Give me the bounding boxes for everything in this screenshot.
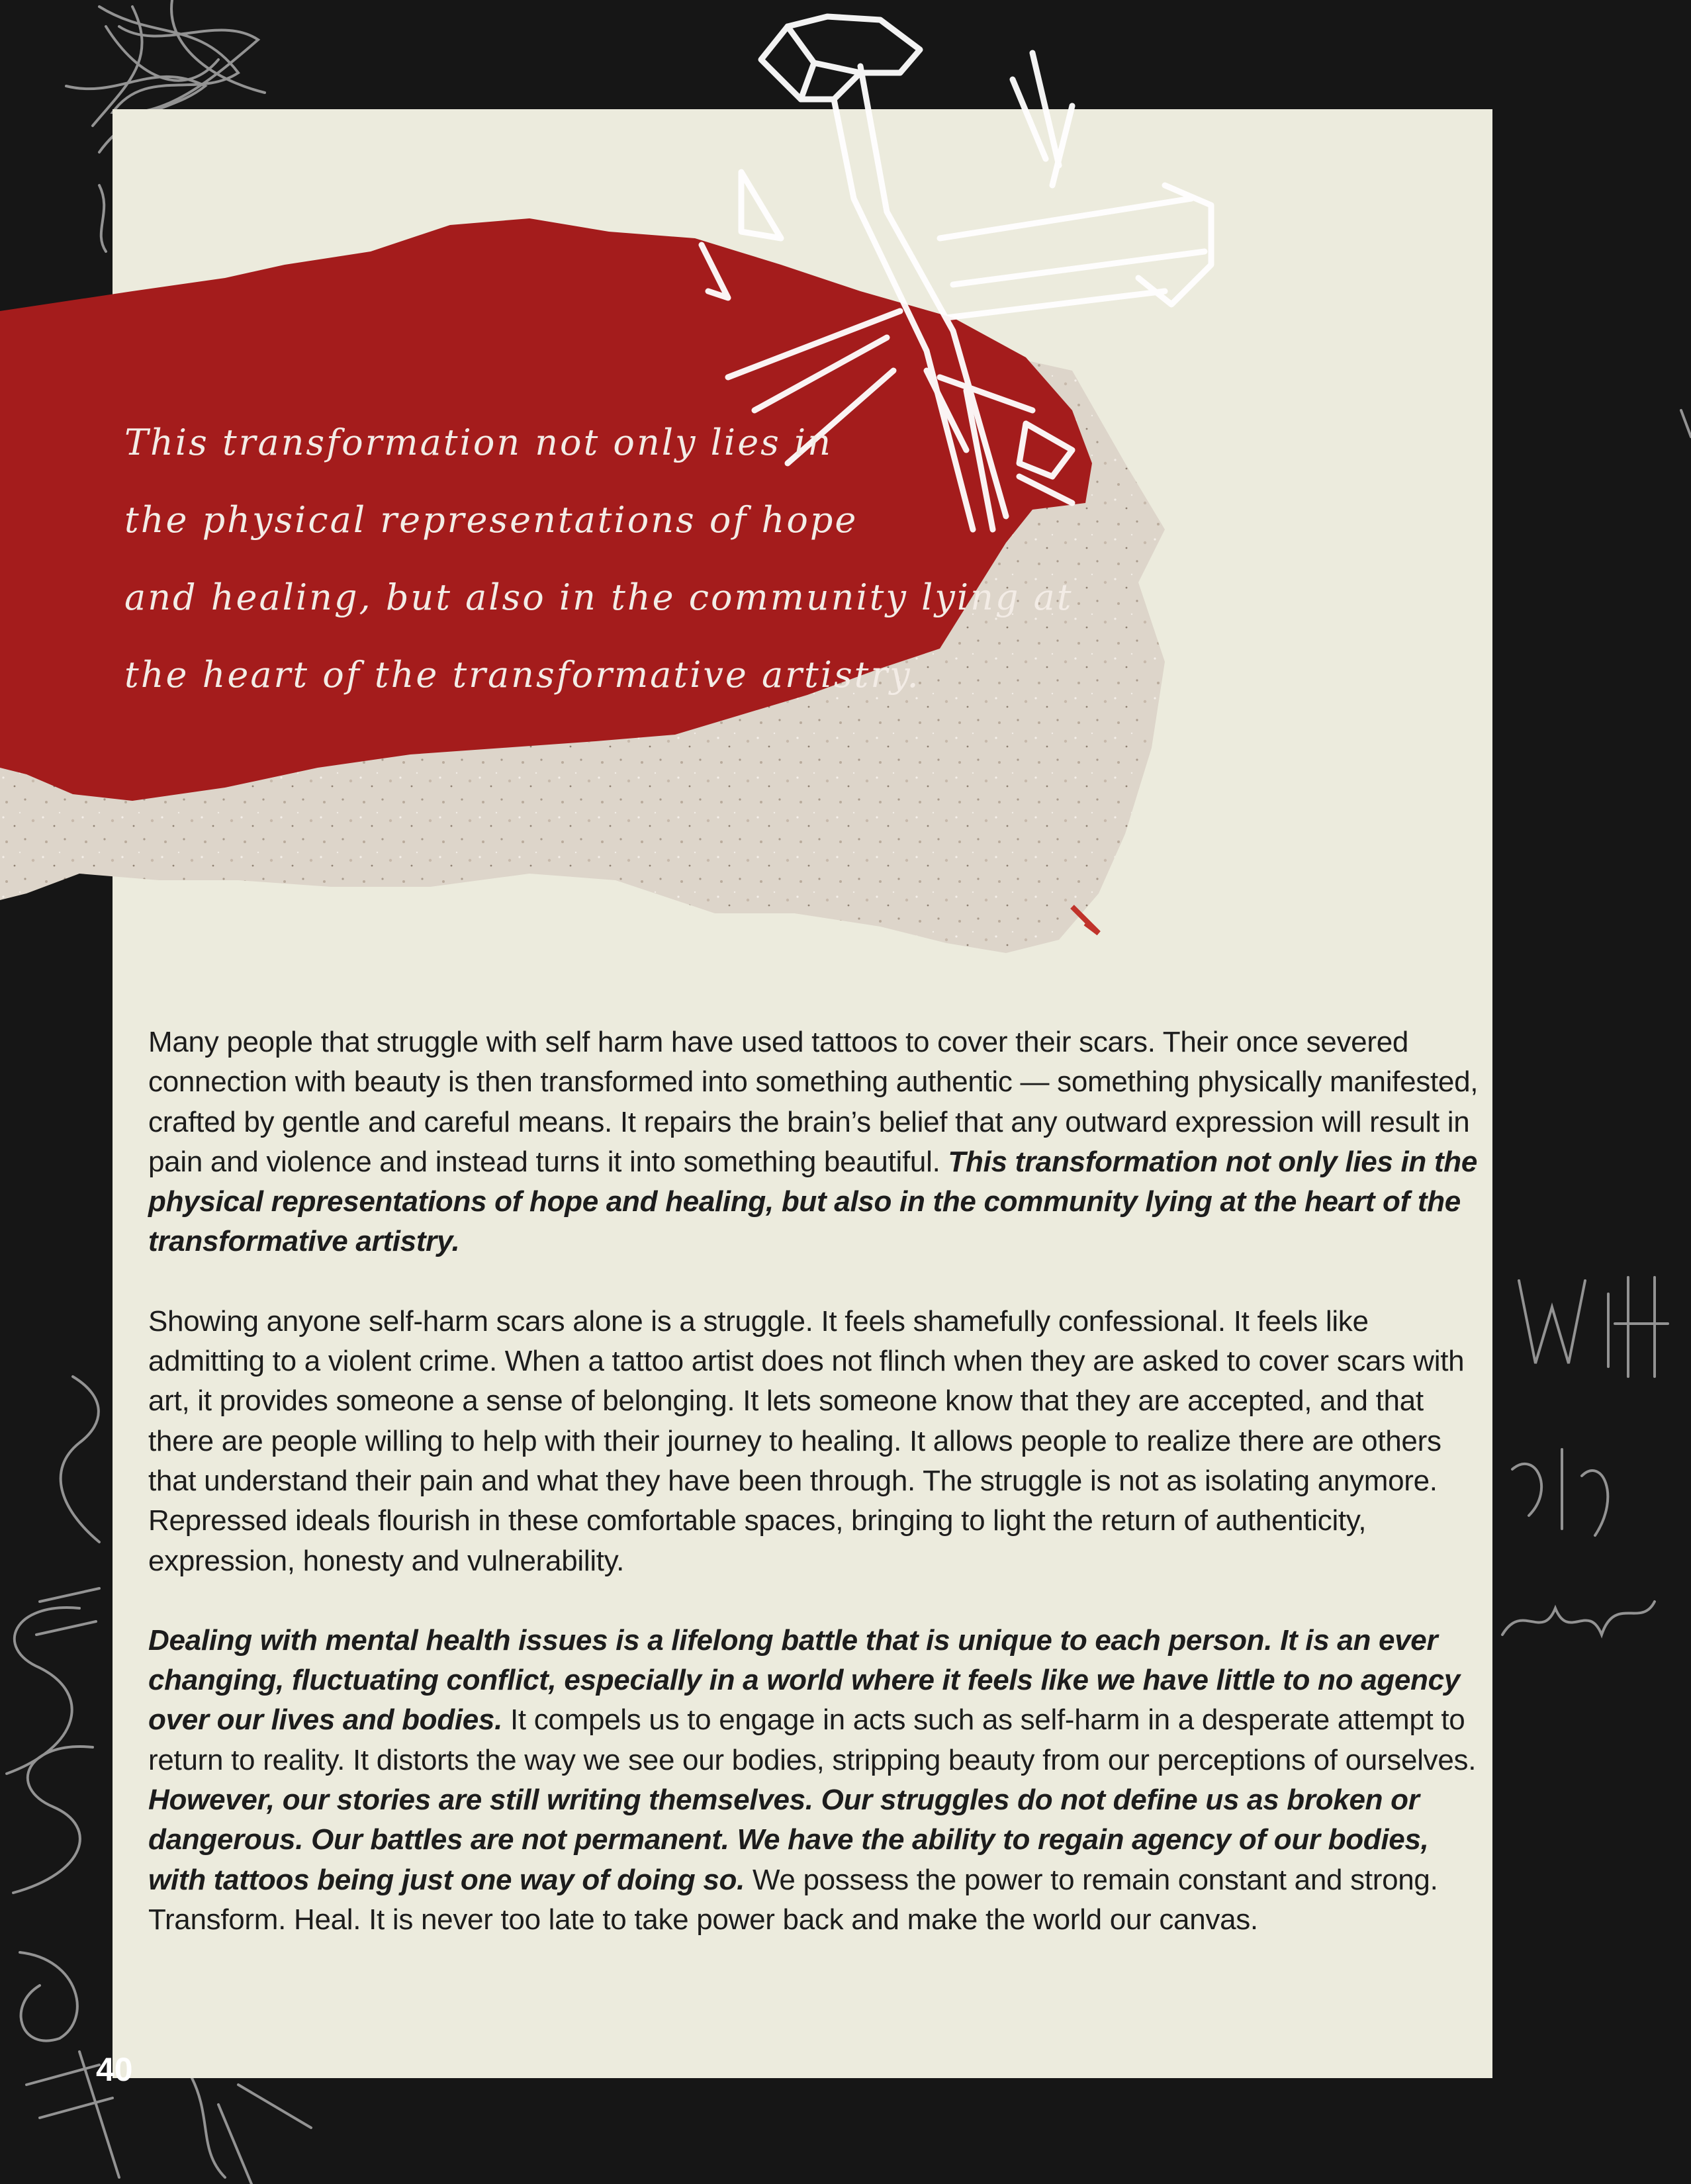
- paragraph-text: We possess the power to remain constant and strong. Transform. Heal. It is never too late to take power back and make the world our canvas.: [148, 1863, 1438, 1936]
- paragraph-text: Showing anyone self-harm scars alone is a struggle. It feels shamefully confessional. It feels like admitting to a violent crime. When a tattoo artist does not flinch when they are asked to cover scars with art, it provides someone a sense of belonging. It lets someone know that they are accepted, and that there are people willing to help with their journey to healing. It allows people to realize there are others that understand their pain and what they have been through. The struggle is not as isolating anymore. Repressed ideals flourish in these comfortable spaces, bringing to light the return of authenticity, expression, honesty and vulnerability.: [148, 1304, 1465, 1577]
- article-paragraph-2: [148, 1302, 1479, 1581]
- paragraph-text: It compels us to engage in acts such as self-harm in a desperate attempt to return to reality. It distorts the way we see our bodies, stripping beauty from our perceptions of ourselves.: [148, 1704, 1477, 1776]
- paragraph-emphasis: Dealing with mental health issues is a lifelong battle that is unique to each person. It is an ever changing, fluctuating conflict, especially in a world where it feels like we have little to no agency over our lives and bodies.: [148, 1623, 1460, 1737]
- article-paragraph-3: [148, 1621, 1479, 1940]
- article-body: [148, 1023, 1479, 1979]
- article-paragraph-1: [148, 1023, 1479, 1262]
- pull-quote-line: This transformation not only lies in: [124, 422, 833, 463]
- paragraph-text: Many people that struggle with self harm have used tattoos to cover their scars. Their once severed connection with beauty is then transformed into something authentic — something physically manifested, crafted by gentle and careful means. It repairs the brain’s belief that any outward expression will result in pain and violence and instead turns it into something beautiful.: [148, 1026, 1479, 1178]
- pull-quote-line: the physical representations of hope: [124, 499, 858, 541]
- pull-quote-line: and healing, but also in the community lying at: [124, 576, 1074, 618]
- page-number: 40: [96, 2051, 133, 2088]
- pull-quote: [124, 404, 1074, 713]
- paragraph-emphasis: This transformation not only lies in the physical representations of hope and healing, but also in the community lying at the heart of the transformative artistry.: [148, 1145, 1478, 1258]
- pull-quote-line: the heart of the transformative artistry.: [124, 654, 921, 696]
- paragraph-emphasis: However, our stories are still writing themselves. Our struggles do not define us as broken or dangerous. Our battles are not permanent. We have the ability to regain agency of our bodies, with tattoos being just one way of doing so.: [148, 1784, 1429, 1896]
